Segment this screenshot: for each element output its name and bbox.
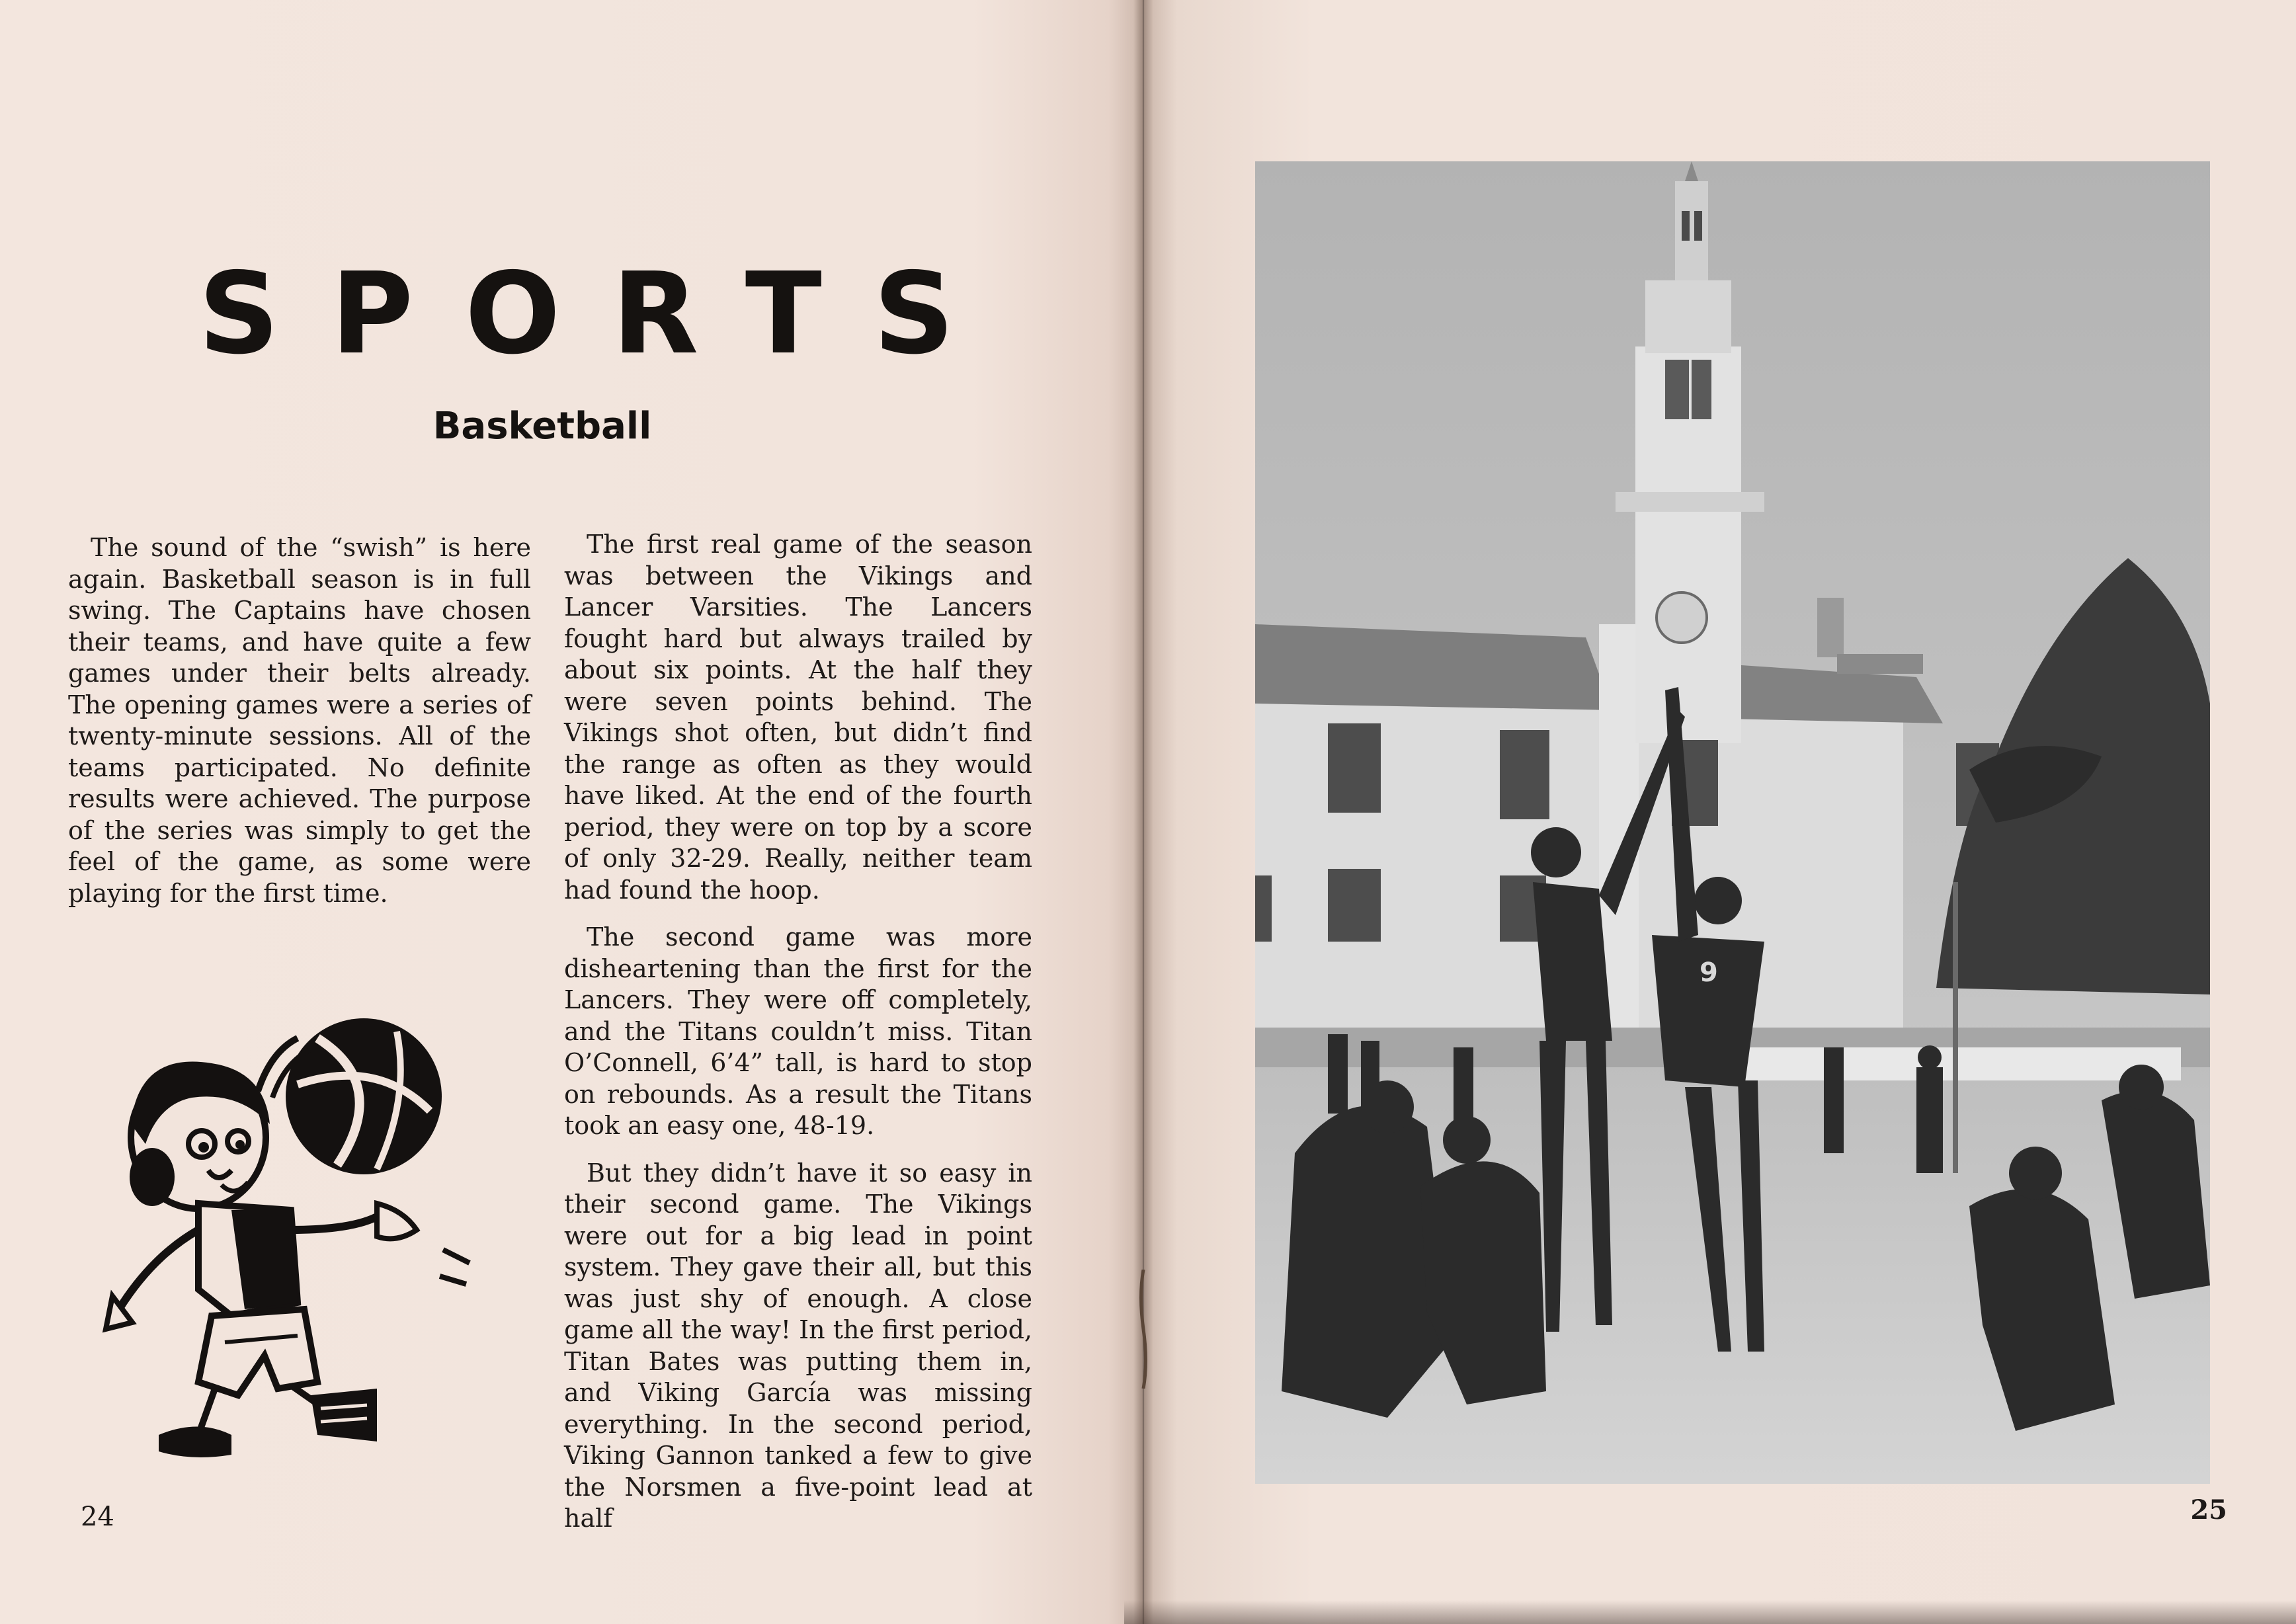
article-column-middle xyxy=(564,529,1032,1535)
article-column-left xyxy=(68,532,531,909)
section-title: SPORTS xyxy=(198,249,1006,380)
paragraph: The sound of the “swish” is here again. Basketball season is in full swing. The Captains have chosen their teams, and have quite a few games under their belts already. The opening games were a series of twenty-minute sessions. All of the teams participated. No definite results were achieved. The purpose of the series was simply to get the feel of the game, as some were playing for the first time. xyxy=(68,533,531,908)
left-page xyxy=(0,0,1143,1624)
page-number-right: 25 xyxy=(2190,1494,2227,1525)
page-edge-shadow xyxy=(1124,1600,2296,1624)
staple xyxy=(1133,1270,1153,1389)
basketball-player-cartoon xyxy=(99,1012,489,1475)
basketball-game-photo xyxy=(1255,161,2210,1484)
paragraph: But they didn’t have it so easy in their second game. The Vikings were out for a big lead in point system. They gave their all, but this was just shy of enough. A close game all the way! In the first period, Titan Bates was putting them in, and Viking García was missing everything. In the second period, Viking Gannon tanked a few to give the Norsmen a five-point lead at half xyxy=(564,1158,1032,1533)
basketball-icon xyxy=(286,1018,442,1174)
section-subtitle: Basketball xyxy=(432,405,652,448)
paragraph: The first real game of the season was between the Vikings and Lancer Varsities. The Lancers fought hard but always trailed by about six points. At the half they were seven points behind. The Vikings shot often, but didn’t find the range as often as they would have liked. At the end of the fourth period, they were on top by a score of only 32-29. Really, neither team had found the hoop. xyxy=(564,530,1032,905)
ball-in-air xyxy=(1657,592,1707,643)
paragraph: The second game was more disheartening than the first for the Lancers. They were off completely, and the Titans couldn’t miss. Titan O’Connell, 6’4” tall, is hard to stop on rebounds. As a result the Titans took an easy one, 48-19. xyxy=(564,922,1032,1140)
jersey-number: 9 xyxy=(1700,957,1718,988)
page-number-left: 24 xyxy=(81,1502,114,1532)
